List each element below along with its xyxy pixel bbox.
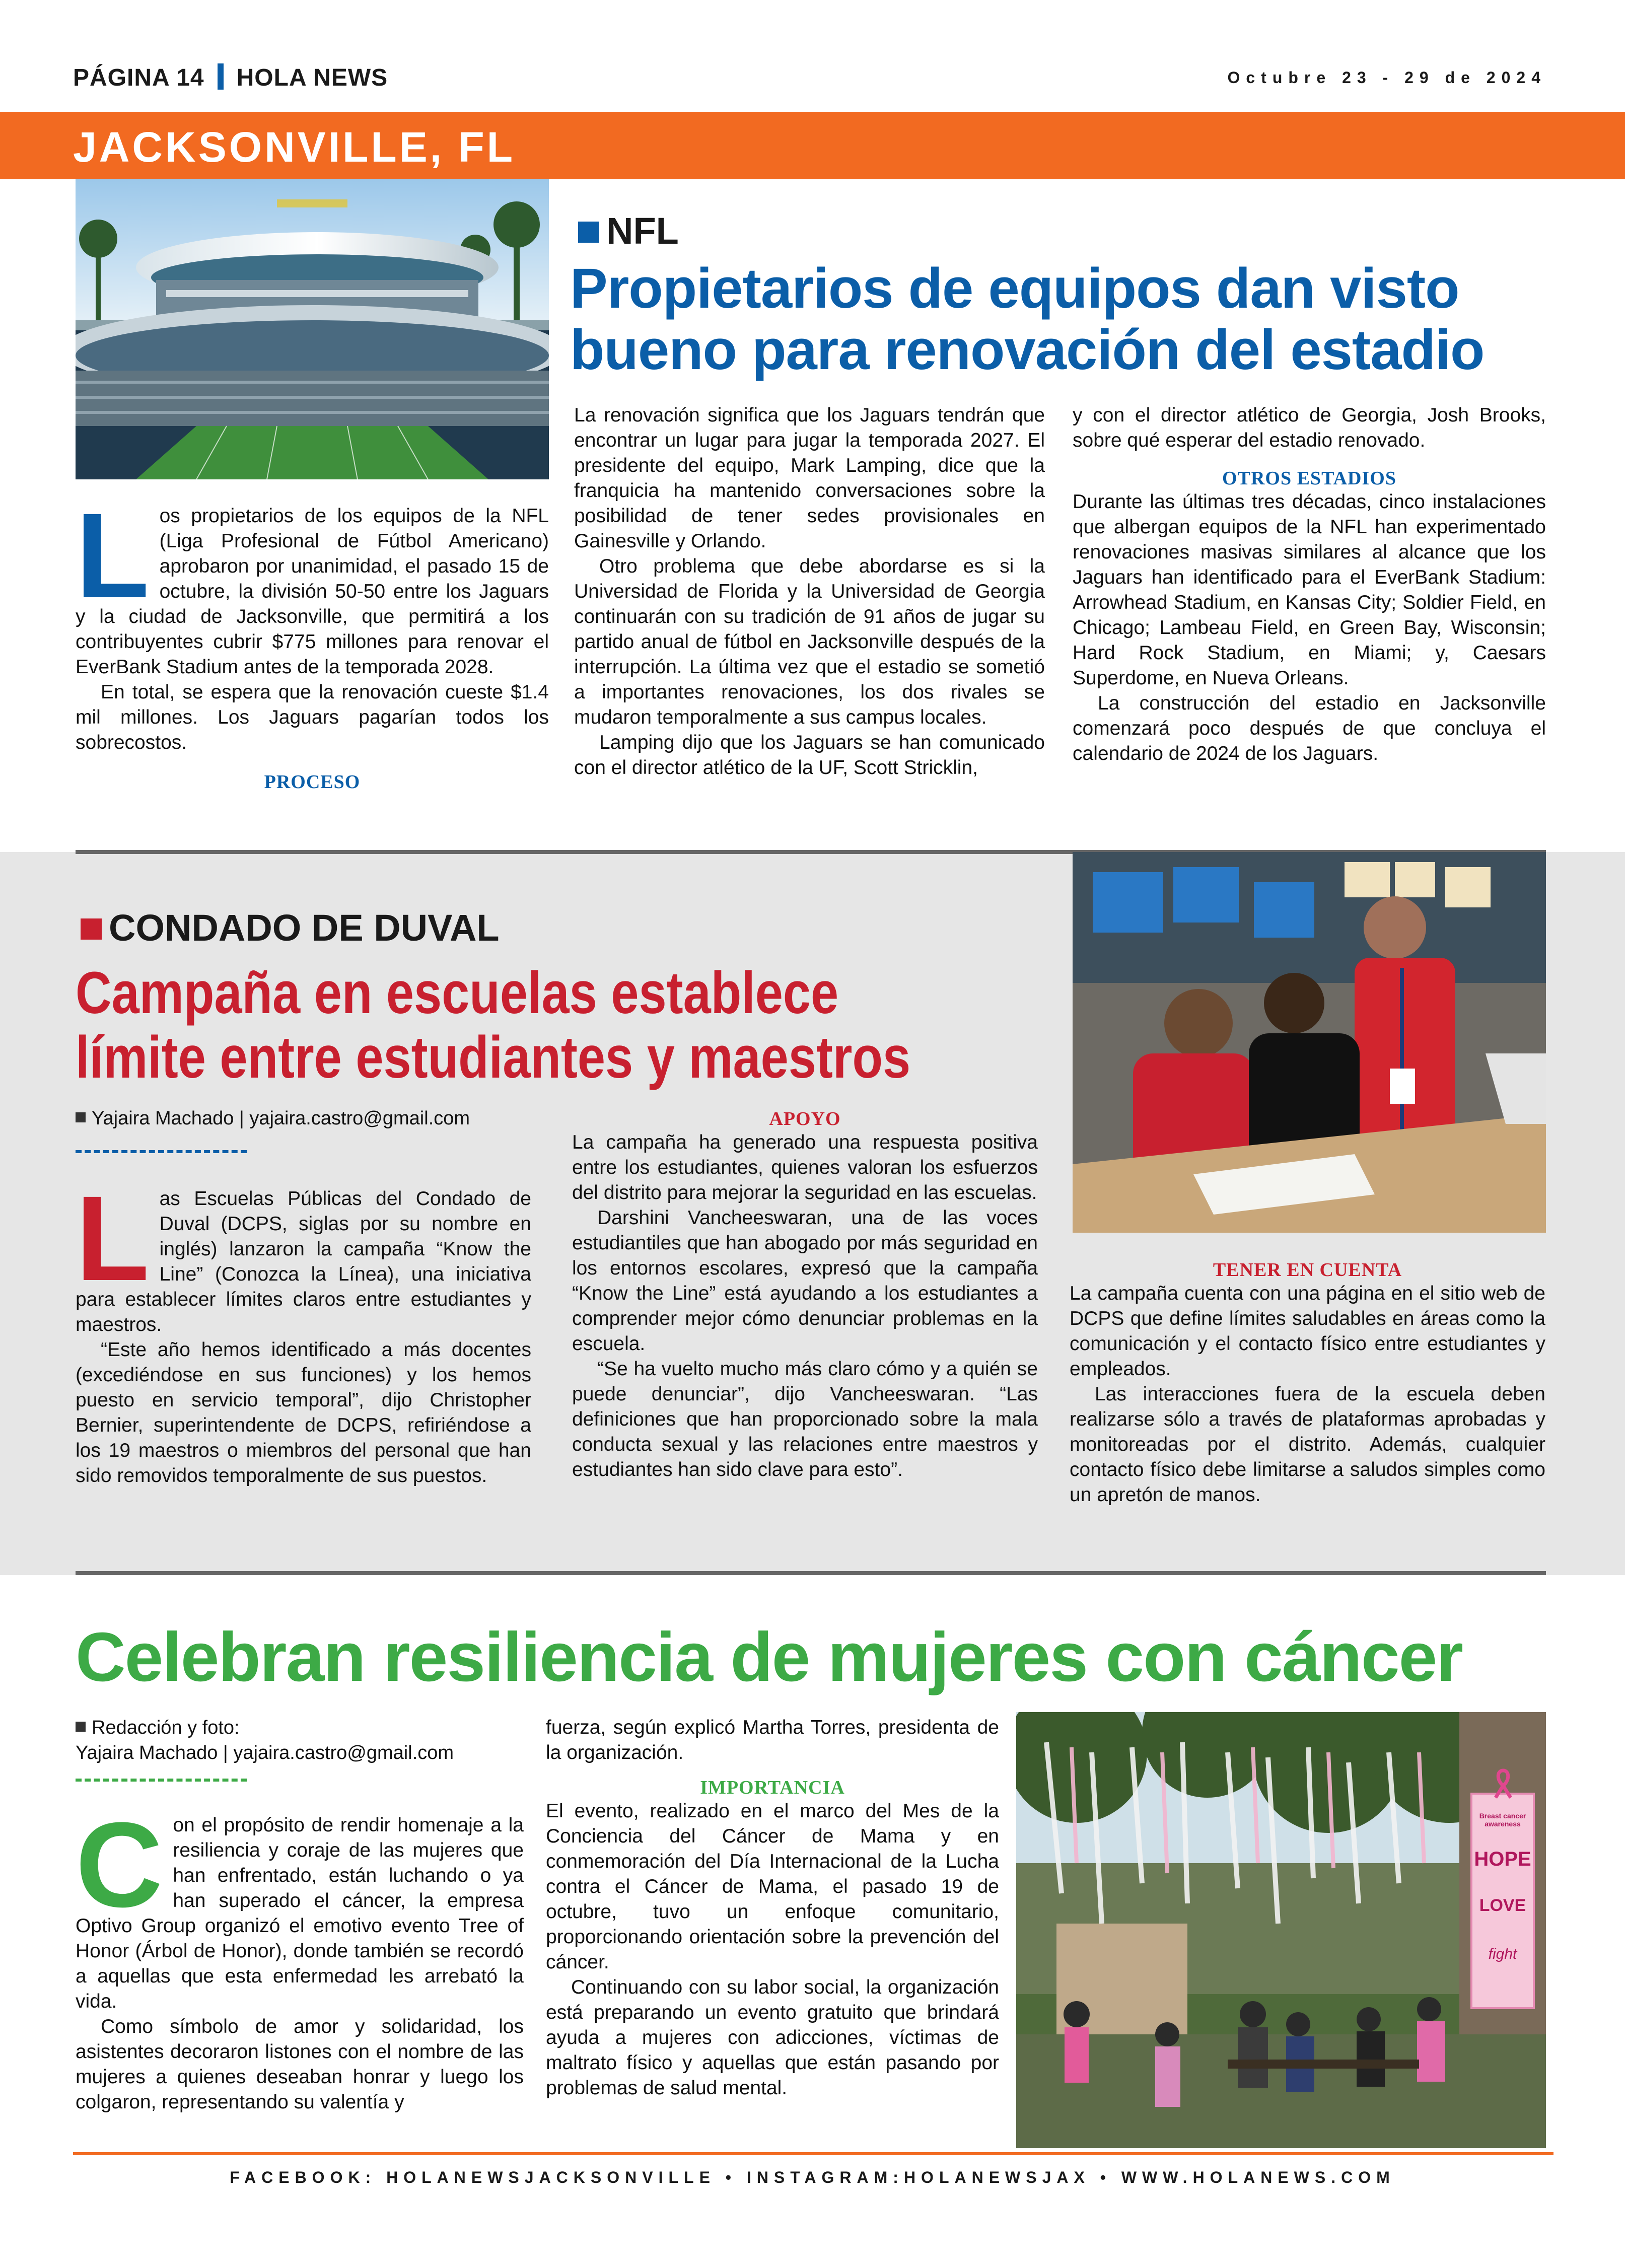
subheading: OTROS ESTADIOS: [1222, 468, 1396, 489]
footer-social-links: FACEBOOK: HOLANEWSJACKSONVILLE • INSTAGRAM:HOLANEWSJAX • WWW.HOLANEWS.COM: [230, 2168, 1395, 2186]
cancer-headline: Celebran resiliencia de mujeres con cáncer: [76, 1618, 1463, 1696]
byline-text: Redacción y foto:: [92, 1717, 240, 1738]
banner-text: fight: [1488, 1946, 1517, 1962]
dropcap: L: [76, 488, 150, 623]
paragraph: En total, se espera que la renovación cueste $1.4 mil millones. Los Jaguars pagarían todos los sobrecostos.: [76, 681, 549, 753]
paragraph: Durante las últimas tres décadas, cinco instalaciones que albergan equipos de la NFL han experimentado renovaciones masivas similares al alcance que los Jaguars han identificado para el EverBank Stadium: Arrowhead Stadium, en Kansas City; Soldier Field, en Chicago; Lambeau Field, en Green Bay, Wisconsin; Hard Rock Stadium, en Miami; y, Caesars Superdome, en Nueva Orleans.: [1073, 491, 1546, 689]
square-bullet-icon: [81, 918, 102, 940]
paragraph: El evento, realizado en el marco del Mes de la Conciencia del Cáncer de Mama y en conmemoración del Día Internacional de la Lucha contra el Cáncer de Mama, el pasado 19 de octubre, tuvo un enfoque comunitario, proporcionando orientación sobre la prevención del cáncer.: [546, 1800, 999, 1973]
duval-column-2: [572, 1108, 1038, 1482]
paragraph: Como símbolo de amor y solidaridad, los asistentes decoraron listones con el nombre de las mujeres a quienes deseaban honrar y luego los colgaron, representando su valentía y: [76, 2016, 524, 2113]
dropcap: L: [76, 1171, 150, 1306]
paragraph: os propietarios de los equipos de la NFL (Liga Profesional de Fútbol Americano) aprobaron por unanimidad, el pasado 15 de octubre, la división 50-50 entre los Jaguars y la ciudad de Jacksonville, que permitirá a los contribuyentes cubrir $775 millones para renovar el EverBank Stadium antes de la temporada 2028.: [76, 505, 549, 678]
publication-name: HOLA NEWS: [236, 64, 388, 91]
duval-kicker-label: CONDADO DE DUVAL: [109, 907, 500, 949]
paragraph: Lamping dijo que los Jaguars se han comunicado con el director atlético de la UF, Scott Stricklin,: [574, 732, 1045, 778]
cancer-column-2: [546, 1715, 999, 2101]
cancer-column-1: [76, 1797, 524, 2115]
page-header: [73, 63, 388, 92]
duval-headline-line1: Campaña en escuelas establece: [76, 960, 839, 1026]
nfl-column-1: [76, 488, 549, 795]
nfl-kicker-label: NFL: [606, 210, 679, 252]
duval-byline: [76, 1108, 470, 1129]
section-city: JACKSONVILLE, FL: [73, 123, 516, 171]
paragraph: y con el director atlético de Georgia, Josh Brooks, sobre qué esperar del estadio renovado.: [1073, 404, 1546, 451]
square-bullet-icon: [76, 1112, 86, 1122]
byline-text: Yajaira Machado | yajaira.castro@gmail.com: [92, 1108, 470, 1129]
page-number: PÁGINA 14: [73, 64, 204, 91]
paragraph: fuerza, según explicó Martha Torres, presidenta de la organización.: [546, 1717, 999, 1763]
header-divider: [218, 63, 224, 90]
nfl-kicker: [578, 209, 679, 252]
byline-underline: [76, 1779, 247, 1782]
nfl-column-2: [574, 403, 1045, 781]
duval-column-3: [1070, 1259, 1545, 1508]
awareness-banner: [1470, 1793, 1535, 2009]
subheading: IMPORTANCIA: [700, 1777, 845, 1798]
footer-rule: [73, 2152, 1553, 2155]
classroom-photo: [1073, 852, 1546, 1233]
paragraph: as Escuelas Públicas del Condado de Duval (DCPS, siglas por su nombre en inglés) lanzaron la campaña “Know the Line” (Conozca la Línea), una iniciativa para establecer límites claros entre estudiantes y maestros.: [76, 1188, 531, 1335]
duval-column-1: [76, 1171, 531, 1489]
subheading: PROCESO: [264, 771, 361, 793]
paragraph: “Se ha vuelto mucho más claro cómo y a quién se puede denunciar”, dijo Vancheeswaran. “Las definiciones que han proporcionado sobre la mala conducta sexual y las relaciones entre maestros y estudiantes han sido clave para esto”.: [572, 1358, 1038, 1480]
banner-text: LOVE: [1479, 1896, 1526, 1915]
banner-text: awareness: [1485, 1820, 1521, 1828]
square-bullet-icon: [578, 222, 599, 243]
stadium-render-image: [76, 179, 549, 479]
paragraph: Otro problema que debe abordarse es si la Universidad de Florida y la Universidad de Georgia continuarán con su tradición de 91 años de jugar su partido anual de fútbol en Jacksonville después de la interrupción. La última vez que el estadio se sometió a importantes renovaciones, los dos rivales se mudaron temporalmente a sus campus locales.: [574, 555, 1045, 728]
duval-headline-line2: límite entre estudiantes y maestros: [76, 1024, 911, 1091]
paragraph: “Este año hemos identificado a más docentes (excediéndose en sus funciones) y los hemos puesto en servicio temporal”, dijo Christopher Bernier, superintendente de DCPS, refiriéndose a los 19 maestros o miembros del personal que han sido removidos temporalmente de sus puestos.: [76, 1339, 531, 1486]
paragraph: Darshini Vancheeswaran, una de las voces estudiantiles que han abogado por más seguridad en los entornos escolares, expresó que la campaña “Know the Line” está ayudando a los estudiantes a comprender mejor cómo denunciar problemas en la escuela.: [572, 1207, 1038, 1355]
section-divider: [76, 1571, 1546, 1575]
paragraph: La construcción del estadio en Jacksonville comenzará poco después de que concluya el calendario de 2024 de los Jaguars.: [1073, 692, 1546, 764]
paragraph: on el propósito de rendir homenaje a la resiliencia y coraje de las mujeres que han enfrentado, están luchando o ya han superado el cáncer, la empresa Optivo Group organizó el emotivo evento Tree of Honor (Árbol de Honor), donde también se recordó a aquellas que esta enfermedad les arrebató la vida.: [76, 1814, 524, 2012]
nfl-headline-line1: Propietarios de equipos dan visto: [570, 257, 1459, 320]
subheading: TENER EN CUENTA: [1213, 1259, 1402, 1281]
tree-of-honor-photo: [1016, 1712, 1546, 2148]
pink-ribbon-icon: [1492, 1768, 1515, 1799]
byline-text: Yajaira Machado | yajaira.castro@gmail.com: [76, 1742, 454, 1763]
paragraph: La campaña ha generado una respuesta positiva entre los estudiantes, quienes valoran los esfuerzos del distrito para mejorar la seguridad en las escuelas.: [572, 1131, 1038, 1203]
nfl-column-3: [1073, 403, 1546, 766]
issue-date: Octubre 23 - 29 de 2024: [1227, 68, 1546, 87]
duval-headline: [76, 961, 910, 1090]
duval-kicker: [81, 906, 500, 949]
nfl-headline: [570, 258, 1484, 381]
nfl-headline-line2: bueno para renovación del estadio: [570, 318, 1485, 381]
dropcap: C: [76, 1797, 163, 1932]
paragraph: La campaña cuenta con una página en el sitio web de DCPS que define límites saludables en áreas como la comunicación y el contacto físico entre estudiantes y empleados.: [1070, 1283, 1545, 1380]
square-bullet-icon: [76, 1722, 86, 1732]
cancer-byline: [76, 1715, 454, 1765]
paragraph: La renovación significa que los Jaguars tendrán que encontrar un lugar para jugar la temporada 2027. El presidente del equipo, Mark Lamping, dice que la franquicia ha mantenido conversaciones sobre la posibilidad de tener sedes provisionales en Gainesville y Orlando.: [574, 404, 1045, 552]
banner-text: HOPE: [1474, 1848, 1531, 1870]
paragraph: Las interacciones fuera de la escuela deben realizarse sólo a través de plataformas aprobadas y monitoreadas por el distrito. Además, cualquier contacto físico debe limitarse a saludos simples como un apretón de manos.: [1070, 1383, 1545, 1506]
byline-underline: [76, 1150, 247, 1153]
subheading: APOYO: [769, 1108, 841, 1129]
banner-text: Breast cancer: [1479, 1812, 1526, 1820]
paragraph: Continuando con su labor social, la organización está preparando un evento gratuito que brindará ayuda a mujeres con adicciones, víctimas de maltrato físico y aquellas que están pasando por problemas de salud mental.: [546, 1976, 999, 2099]
